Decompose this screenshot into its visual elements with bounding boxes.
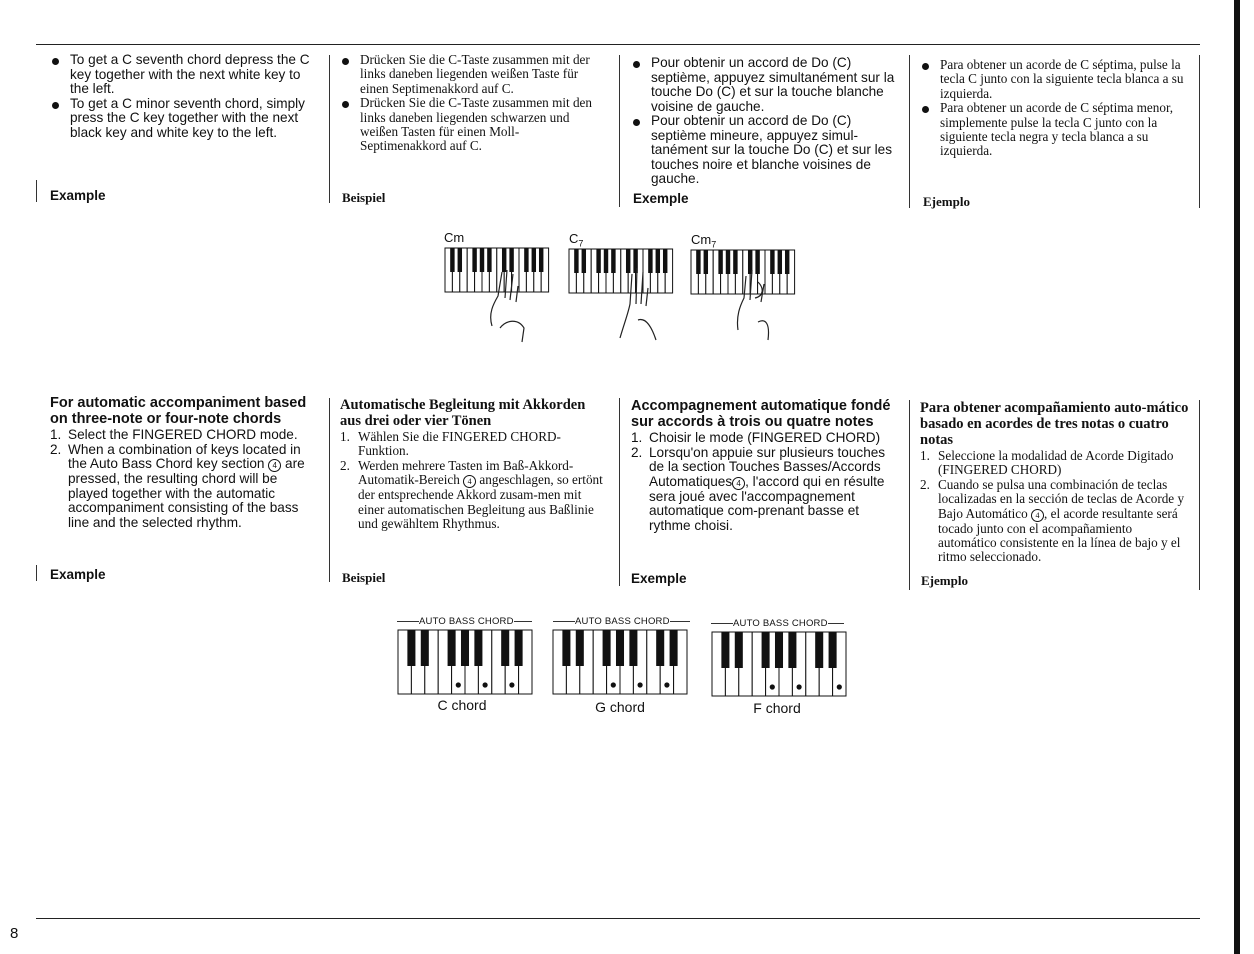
black-key <box>604 249 608 273</box>
pressed-key-dot <box>611 682 616 687</box>
keyboard-diagram-f-chord <box>712 632 846 697</box>
column-divider <box>619 55 620 207</box>
bullet-icon <box>633 119 640 126</box>
page-number: 8 <box>10 925 19 942</box>
circled-number-4: 4 <box>463 475 476 488</box>
chord-label-cm: Cm <box>444 230 465 245</box>
black-key <box>501 630 509 666</box>
black-key <box>616 630 624 666</box>
black-key <box>421 630 429 666</box>
black-key <box>762 632 770 668</box>
black-key <box>788 632 796 668</box>
chord-name-f: F chord <box>753 700 801 716</box>
circled-number-4: 4 <box>732 477 745 490</box>
example-label-french: Exemple <box>633 191 689 206</box>
list-item: Pour obtenir un accord de Do (C) septième mineure, appuyez simul-tanément sur la touche Do (C) et sur les touches noire et blanche voisines de gauche. <box>631 114 903 187</box>
black-key <box>576 630 584 666</box>
column-divider <box>36 565 37 581</box>
list-item: 1. Seleccione la modalidad de Acorde Digitado (FINGERED CHORD) <box>920 448 1174 478</box>
example-label-spanish: Ejemplo <box>923 194 970 209</box>
list-item: 2. Cuando se pulsa una combinación de teclas localizadas en la sección de teclas de Acorde y Bajo Automático 4 , el acorde resultante será tocado junto con el acompañamiento automático consistente en la línea de bajo y el ritmo seleccionado. <box>920 476 1185 565</box>
black-key <box>735 632 743 668</box>
top-french-column <box>631 56 903 187</box>
list-item: 2. Lorsqu'on appuie sur plusieurs touches de la section Touches Basses/Accords Automatiques 4 , l'accord qui en résulte sera joué avec l'accompagnement automatique com-prenant basse et rythme choisi. <box>631 444 886 533</box>
pressed-key-dot <box>797 684 802 689</box>
black-key <box>450 248 454 272</box>
black-key <box>778 250 782 274</box>
list-item: To get a C seventh chord depress the C key together with the next white key to the left. <box>50 53 318 97</box>
keyboard-diagram-g-chord <box>553 630 687 695</box>
black-key <box>461 630 469 666</box>
chord-name-g: G chord <box>595 699 645 715</box>
black-key <box>829 632 837 668</box>
top-spanish-column <box>920 58 1190 159</box>
hand-illustration-cm <box>480 258 530 343</box>
list-item: To get a C minor seventh chord, simply press the C key together with the next black key and white key to the left. <box>50 97 318 141</box>
auto-bass-chord-label: AUTO BASS CHORD <box>397 616 532 627</box>
hand-illustration-cm7 <box>728 258 778 343</box>
black-key <box>629 630 637 666</box>
black-key <box>582 249 586 273</box>
chord-label-cm7: $Cm_7$ <box>691 232 717 250</box>
black-key <box>515 630 523 666</box>
black-key <box>458 248 462 272</box>
circled-number-4: 4 <box>1031 509 1044 522</box>
example-label-english-bottom: Example <box>50 567 106 582</box>
example-label-german: Beispiel <box>342 190 386 205</box>
auto-bass-chord-label: AUTO BASS CHORD <box>553 616 690 627</box>
example-label-french-bottom: Exemple <box>631 571 687 586</box>
black-key <box>596 249 600 273</box>
section-heading-english: For automatic accompaniment based on three-note or four-note chords <box>50 395 307 427</box>
bullet-icon <box>52 58 59 65</box>
top-german-column <box>340 53 605 154</box>
bottom-english-column <box>50 395 318 530</box>
bottom-spanish-column <box>920 400 1192 565</box>
list-item: Para obtener un acorde de C séptima menor, simplemente pulse la tecla C junto con la siguiente tecla negra y tecla blanca a su izquierda. <box>920 101 1190 159</box>
hand-illustration-c7 <box>612 258 662 343</box>
bullet-icon <box>922 106 929 113</box>
list-item: Pour obtenir un accord de Do (C) septième, appuyez simultanément sur la touche Do (C) et sur la touche blanche voisine de gauche. <box>631 56 903 114</box>
column-divider <box>1199 55 1200 208</box>
column-divider <box>909 55 910 208</box>
black-key <box>696 250 700 274</box>
circled-number-4: 4 <box>268 459 281 472</box>
list-item: 1. Wählen Sie die FINGERED CHORD-Funktion. <box>340 429 561 459</box>
column-divider <box>329 398 330 582</box>
pressed-key-dot <box>770 684 775 689</box>
black-key <box>785 250 789 274</box>
black-key <box>474 630 482 666</box>
black-key <box>656 630 664 666</box>
bullet-icon <box>633 61 640 68</box>
pressed-key-dot <box>456 682 461 687</box>
page-edge-bar <box>1234 0 1240 954</box>
pressed-key-dot <box>664 682 669 687</box>
bottom-rule <box>36 918 1200 919</box>
list-item: Drücken Sie die C-Taste zusammen mit der links daneben liegenden weißen Taste für einen Septimenakkord auf C. <box>340 53 605 96</box>
black-key <box>407 630 415 666</box>
column-divider <box>619 398 620 586</box>
list-item: 2. Werden mehrere Tasten im Baß-Akkord-Automatik-Bereich 4 angeschlagen, so ertönt der entsprechende Akkord zusam-men mit einer automatischen Begleitung aus Baßlinie und gewähltem Rhythmus. <box>340 457 603 532</box>
section-heading-german: Automatische Begleitung mit Akkorden aus drei oder vier Tönen <box>340 397 586 429</box>
list-item: Drücken Sie die C-Taste zusammen mit den links daneben liegenden schwarzen und weißen Tasten für einen Moll-Septimenakkord auf C. <box>340 96 605 154</box>
section-heading-spanish: Para obtener acompañamiento auto-mático basado en acordes de tres notas o cuatro notas <box>920 400 1189 448</box>
black-key <box>448 630 456 666</box>
list-item: 2. When a combination of keys located in the Auto Bass Chord key section 4 are pressed, the resulting chord will be played together with the automatic accompaniment consisting of the bass line and the selected rhythm. <box>50 441 305 530</box>
bullet-icon <box>342 101 349 108</box>
example-label-english: Example <box>50 188 106 203</box>
top-rule <box>36 44 1200 45</box>
auto-bass-chord-label: AUTO BASS CHORD <box>711 618 844 629</box>
black-key <box>574 249 578 273</box>
chord-label-c7: $C_7$ <box>569 231 584 249</box>
bullet-icon <box>922 63 929 70</box>
black-key <box>775 632 783 668</box>
black-key <box>562 630 570 666</box>
bottom-german-column <box>340 397 608 531</box>
column-divider <box>1199 400 1200 590</box>
top-english-column <box>50 53 318 140</box>
example-label-german-bottom: Beispiel <box>342 570 386 585</box>
bullet-icon <box>342 58 349 65</box>
pressed-key-dot <box>837 684 842 689</box>
column-divider <box>909 400 910 590</box>
chord-name-c: C chord <box>437 697 487 713</box>
black-key <box>718 250 722 274</box>
black-key <box>532 248 536 272</box>
black-key <box>603 630 611 666</box>
keyboard-diagram-c-chord <box>398 630 532 695</box>
column-divider <box>329 55 330 203</box>
black-key <box>815 632 823 668</box>
black-key <box>721 632 729 668</box>
black-key <box>663 249 667 273</box>
pressed-key-dot <box>638 682 643 687</box>
column-divider <box>36 180 37 202</box>
black-key <box>539 248 543 272</box>
section-heading-french: Accompagnement automatique fondé sur accords à trois ou quatre notes <box>631 398 891 430</box>
example-label-spanish-bottom: Ejemplo <box>921 573 968 588</box>
black-key <box>704 250 708 274</box>
list-item: 1. Select the FINGERED CHORD mode. <box>50 427 298 442</box>
bullet-icon <box>52 102 59 109</box>
list-item: Para obtener un acorde de C séptima, pulse la tecla C junto con la siguiente tecla blanca a su izquierda. <box>920 58 1190 101</box>
pressed-key-dot <box>483 682 488 687</box>
black-key <box>670 630 678 666</box>
pressed-key-dot <box>509 682 514 687</box>
bottom-french-column <box>631 398 903 533</box>
list-item: 1. Choisir le mode (FINGERED CHORD) <box>631 430 881 445</box>
black-key <box>472 248 476 272</box>
